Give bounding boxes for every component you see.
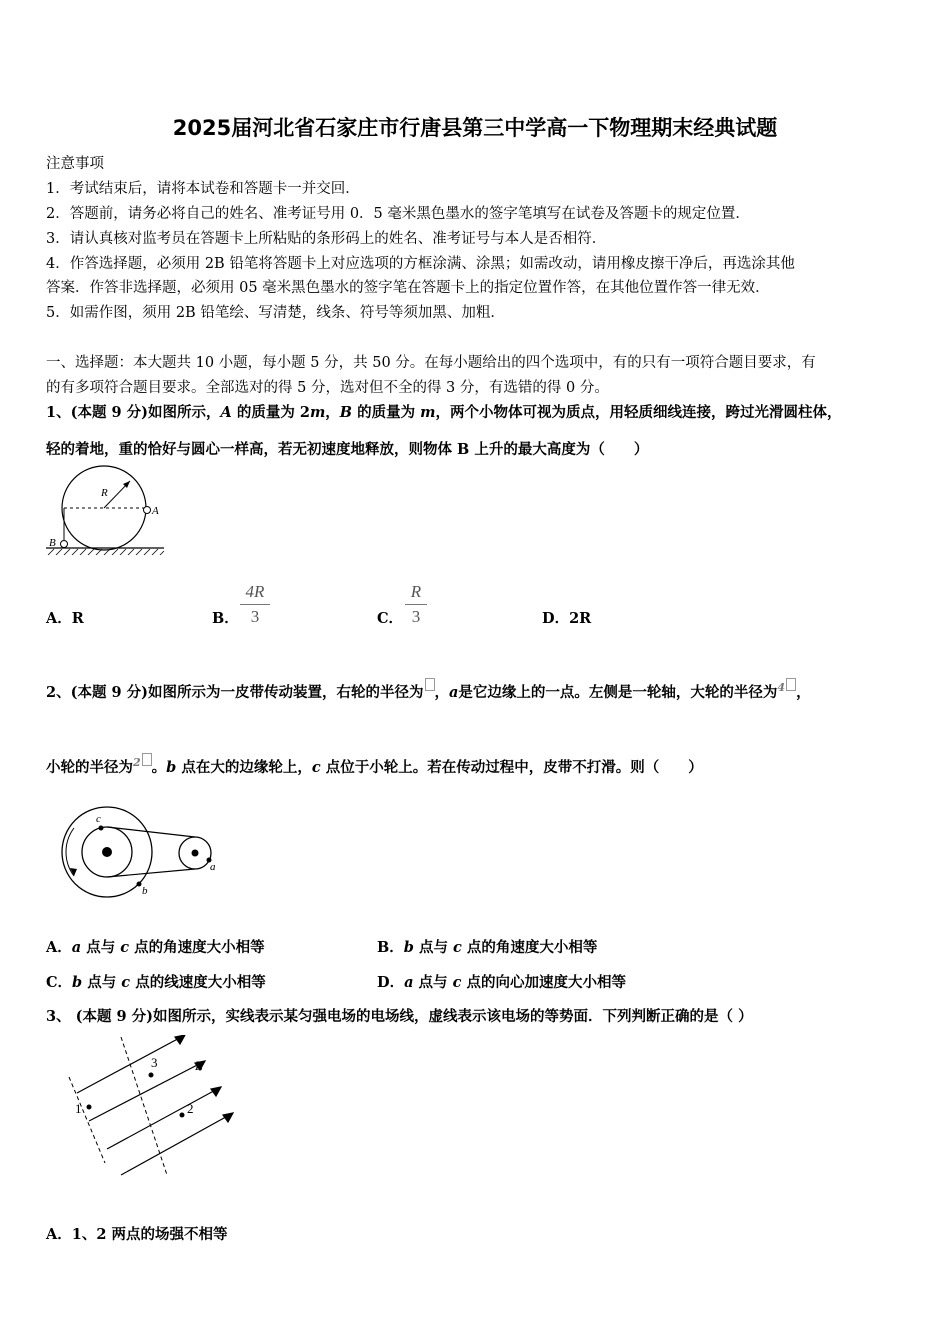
- fig-label-b: b: [142, 885, 148, 897]
- fig-label-2: 2: [187, 1101, 194, 1116]
- fig-label-a: A: [152, 505, 159, 517]
- q1-stem-line1: 1、(本题 9 分)如图所示，A 的质量为 2m，B 的质量为 m，两个小物体可视为质点，用轻质细线连接，跨过光滑圆柱体，: [46, 404, 842, 421]
- notice-heading: 注意事项: [46, 156, 104, 172]
- q1-cylinder-figure: [44, 462, 174, 562]
- q2-option-c[interactable]: C．b 点与 c 点的线速度大小相等: [46, 974, 266, 991]
- q1-option-b-fraction: 4R 3: [240, 582, 270, 627]
- q1-option-d[interactable]: D．2R: [542, 610, 592, 627]
- q1-stem-line2: 轻的着地，重的恰好与圆心一样高，若无初速度地释放，则物体 B 上升的最大高度为（ ）: [46, 441, 649, 458]
- section-intro-line: 一、选择题：本大题共 10 小题，每小题 5 分，共 50 分。在每小题给出的四个选项中，有的只有一项符合题目要求，有: [46, 355, 816, 371]
- fig-label-3: 3: [151, 1055, 158, 1070]
- q2-stem-line1: 2、(本题 9 分)如图所示为一皮带传动装置，右轮的半径为 ，a是它边缘上的一点。左侧是一轮轴，大轮的半径为$^4$ ，: [46, 678, 811, 702]
- fig-label-a: a: [210, 861, 216, 873]
- notice-item: 2．答题前，请务必将自己的姓名、准考证号用 0．5 毫米黑色墨水的签字笔填写在试卷及答题卡的规定位置．: [46, 206, 750, 222]
- q2-option-b[interactable]: B．b 点与 c 点的角速度大小相等: [377, 939, 598, 956]
- notice-item: 4．作答选择题，必须用 2B 铅笔将答题卡上对应选项的方框涂满、涂黑；如需改动，请用橡皮擦干净后，再选涂其他: [46, 256, 795, 272]
- q1-option-c-label[interactable]: C．: [377, 610, 404, 627]
- q1-option-c-fraction: R 3: [405, 582, 427, 627]
- page-title: 2025届河北省石家庄市行唐县第三中学高一下物理期末经典试题: [172, 116, 778, 140]
- q3-option-a[interactable]: A．1、2 两点的场强不相等: [46, 1226, 228, 1243]
- fig-label-c: c: [96, 813, 101, 825]
- fig-label-b: B: [49, 537, 56, 549]
- q1-option-b-label[interactable]: B．: [212, 610, 239, 627]
- section-intro-line: 的有多项符合题目要求。全部选对的得 5 分，选对但不全的得 3 分，有选错的得 0 分。: [46, 380, 609, 396]
- notice-item: 5．如需作图，须用 2B 铅笔绘、写清楚，线条、符号等须加黑、加粗．: [46, 305, 505, 321]
- fig-label-r: R: [101, 487, 108, 499]
- q1-option-a[interactable]: A．R: [46, 610, 84, 627]
- fig-label-1: 1: [75, 1101, 82, 1116]
- q2-option-a[interactable]: A．a 点与 c 点的角速度大小相等: [46, 939, 265, 956]
- notice-item: 3．请认真核对监考员在答题卡上所粘贴的条形码上的姓名、准考证号与本人是否相符．: [46, 231, 607, 247]
- q2-option-d[interactable]: D．a 点与 c 点的向心加速度大小相等: [377, 974, 626, 991]
- q3-field-figure: [55, 1035, 240, 1185]
- q2-belt-figure: [52, 798, 232, 903]
- q2-stem-line2: 小轮的半径为$^2$ 。b 点在大的边缘轮上，c 点位于小轮上。若在传动过程中，皮带不打滑。则（ ）: [46, 753, 703, 777]
- fig-label-e: E: [195, 1058, 203, 1073]
- q3-stem: 3、 (本题 9 分)如图所示，实线表示某匀强电场的电场线，虚线表示该电场的等势面．下列判断正确的是（ ）: [46, 1008, 753, 1025]
- notice-item: 1．考试结束后，请将本试卷和答题卡一并交回．: [46, 181, 360, 197]
- notice-item: 答案．作答非选择题，必须用 05 毫米黑色墨水的签字笔在答题卡上的指定位置作答，在其他位置作答一律无效．: [46, 280, 770, 296]
